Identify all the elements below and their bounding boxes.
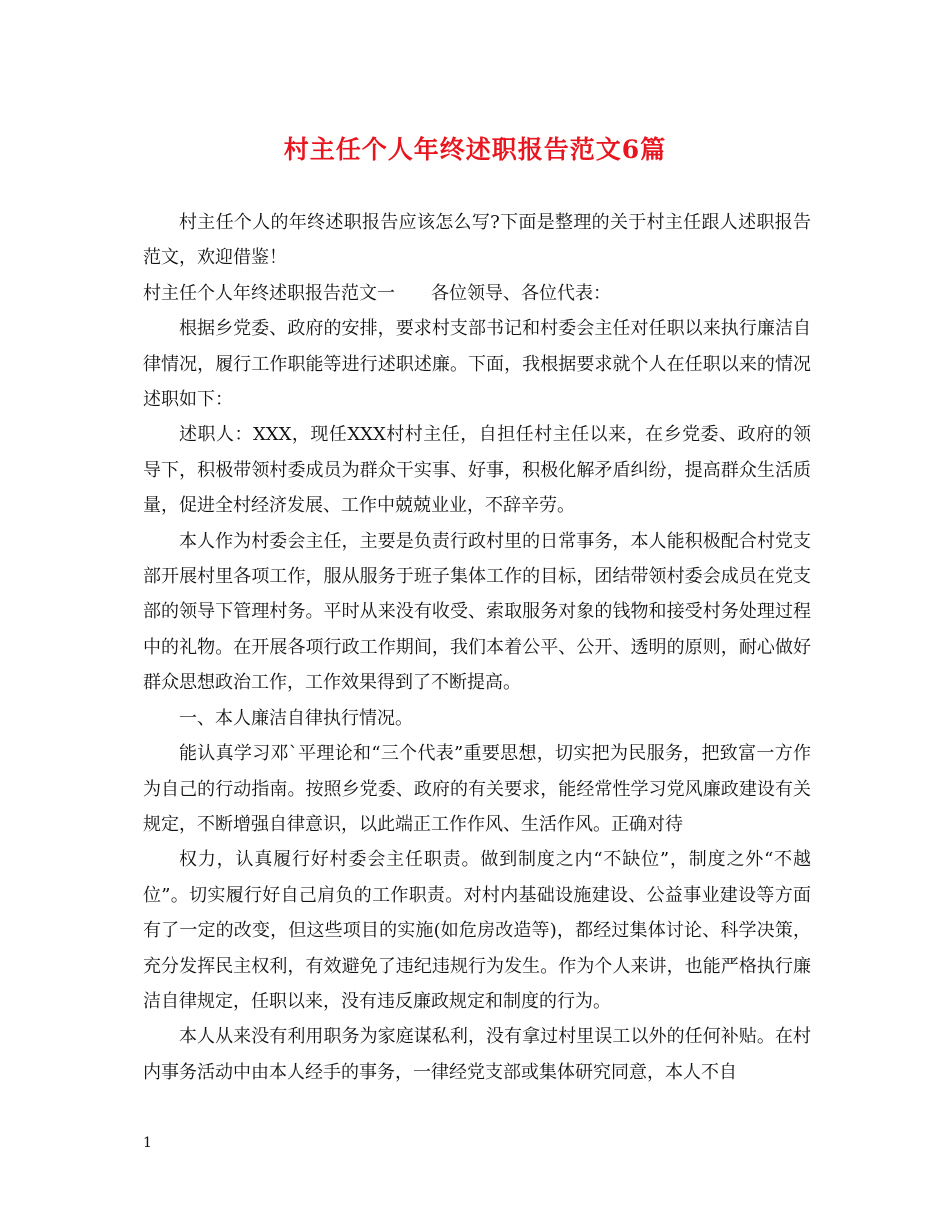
body-paragraph: 本人从来没有利用职务为家庭谋私利，没有拿过村里误工以外的任何补贴。在村内事务活动中由本人经手的事务，一律经党支部或集体研究同意，本人不自: [143, 1026, 811, 1083]
document-title: 村主任个人年终述职报告范文6篇: [283, 135, 667, 164]
body-paragraph: 本人作为村委会主任，主要是负责行政村里的日常事务，本人能积极配合村党支部开展村里各项工作，服从服务于班子集体工作的目标，团结带领村委会成员在党支部的领导下管理村务。平时从来没有收受、索取服务对象的钱物和接受村务处理过程中的礼物。在开展各项行政工作期间，我们本着公平、公开、透明的原则，耐心做好群众思想政治工作，工作效果得到了不断提高。: [143, 530, 811, 694]
section-subheading: 一、本人廉洁自律执行情况。: [179, 707, 413, 729]
body-paragraph: 根据乡党委、政府的安排，要求村支部书记和村委会主任对任职以来执行廉洁自律情况，履行工作职能等进行述职述廉。下面，我根据要求就个人在任职以来的情况述职如下：: [143, 318, 811, 411]
section-heading: 村主任个人年终述职报告范文一: [143, 282, 395, 304]
page-number: 1: [143, 1135, 152, 1151]
body-paragraph: 能认真学习邓`平理论和“三个代表”重要思想，切实把为民服务，把致富一方作为自己的行动指南。按照乡党委、政府的有关要求，能经常性学习党风廉政建设有关规定，不断增强自律意识，以此端正工作作风、生活作风。正确对待: [143, 743, 811, 835]
body-paragraph: 权力，认真履行好村委会主任职责。做到制度之内“不缺位”，制度之外“不越位”。切实履行好自己肩负的工作职责。对村内基础设施建设、公益事业建设等方面有了一定的改变，但这些项目的实施(如危房改造等)，都经过集体讨论、科学决策，充分发挥民主权利，有效避免了违纪违规行为发生。作为个人来讲，也能严格执行廉洁自律规定，任职以来，没有违反廉政规定和制度的行为。: [143, 849, 811, 1012]
greeting: 各位领导、各位代表：: [431, 282, 611, 304]
document-body: [143, 205, 811, 1090]
body-paragraph: 述职人：XXX，现任XXX村村主任，自担任村主任以来，在乡党委、政府的领导下，积极带领村委成员为群众干实事、好事，积极化解矛盾纠纷，提高群众生活质量，促进全村经济发展、工作中兢兢业业，不辞辛劳。: [143, 424, 811, 517]
intro-paragraph: 村主任个人的年终述职报告应该怎么写?下面是整理的关于村主任跟人述职报告范文，欢迎借鉴！: [143, 212, 811, 269]
section-heading-line: [143, 276, 811, 311]
